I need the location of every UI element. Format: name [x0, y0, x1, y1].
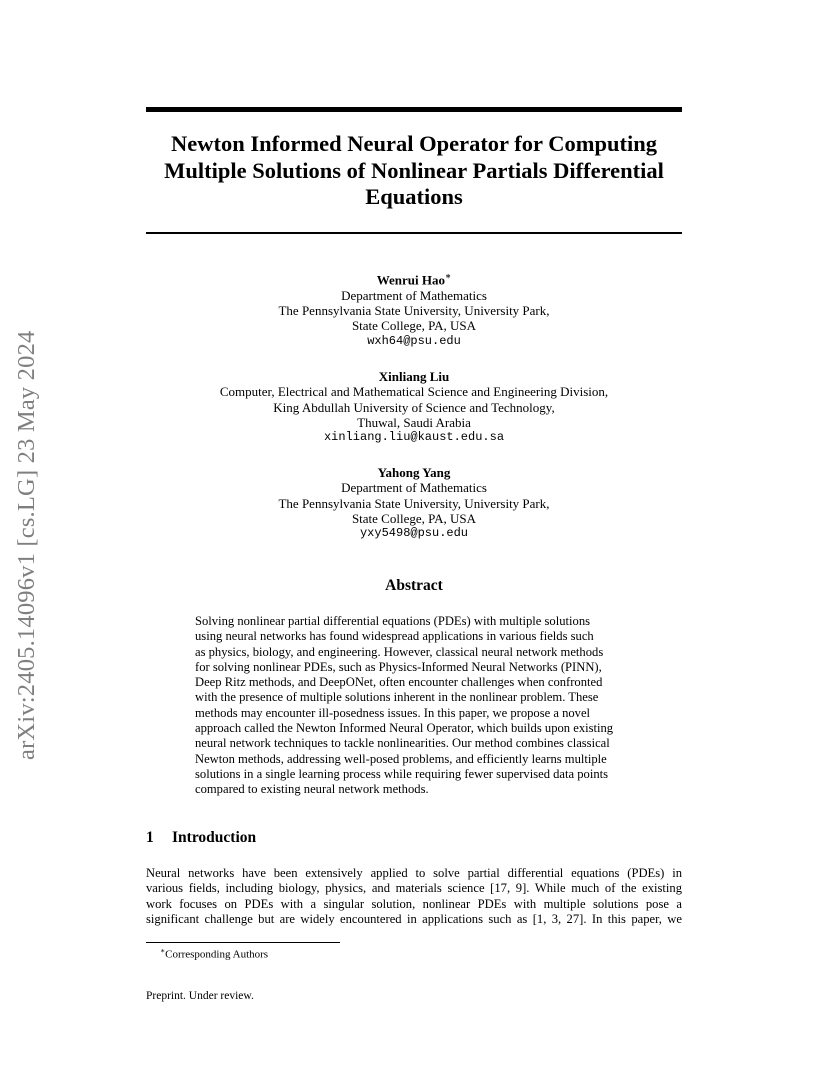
affiliation-line: Department of Mathematics [341, 287, 487, 303]
author-block [146, 269, 682, 349]
footnote-rule [146, 942, 340, 943]
body-line: various fields, including biology, physics, and materials science [17, 9]. While much of the existing [146, 881, 682, 896]
title-line: Newton Informed Neural Operator for Computing [170, 131, 657, 156]
footnote [160, 946, 268, 961]
title-line: Multiple Solutions of Nonlinear Partials Differential [164, 157, 664, 183]
affiliation-line: The Pennsylvania State University, University Park, [278, 495, 550, 511]
abstract-body [195, 614, 633, 798]
section-title: Introduction [172, 829, 257, 846]
abstract-line: compared to existing neural network methods. [195, 782, 429, 797]
affiliation-line: State College, PA, USA [351, 510, 477, 526]
affiliation-line: Thuwal, Saudi Arabia [357, 414, 471, 430]
abstract-line: Deep Ritz methods, and DeepONet, often encounter challenges when confronted [195, 675, 603, 690]
paper-title [146, 131, 682, 211]
author-name: Xinliang Liu [378, 369, 450, 384]
preprint-notice: Preprint. Under review. [146, 990, 254, 1002]
abstract-line: neural network techniques to tackle nonlinearities. Our method combines classical [195, 736, 610, 751]
abstract-line: Solving nonlinear partial differential equations (PDEs) with multiple solutions [195, 614, 591, 628]
title-bottom-rule [146, 232, 682, 234]
abstract-line: using neural networks has found widespread applications in various fields such [195, 629, 594, 644]
abstract-line: approach called the Newton Informed Neural Operator, which builds upon existing [195, 721, 614, 736]
footnote-text: Corresponding Authors [165, 948, 269, 961]
abstract-line: with the presence of multiple solutions inherent in the nonlinear problem. These [195, 690, 599, 705]
author-email: wxh64@psu.edu [367, 333, 461, 348]
section-heading-introduction [146, 829, 256, 847]
abstract-line: for solving nonlinear PDEs, such as Physics-Informed Neural Networks (PINN), [195, 659, 602, 674]
abstract-line: solutions in a single learning process while requiring fewer supervised data points [195, 766, 609, 781]
body-line: Neural networks have been extensively applied to solve partial differential equations (PDEs) in [146, 866, 682, 880]
author-block [146, 465, 682, 541]
arxiv-identifier: arXiv:2405.14096v1 [cs.LG] 23 May 2024 [13, 330, 40, 760]
author-name: Wenrui Hao∗ [376, 271, 452, 288]
abstract-line: methods may encounter ill-posedness issues. In this paper, we propose a novel [195, 705, 591, 720]
affiliation-line: King Abdullah University of Science and Technology, [273, 399, 555, 415]
title-line: Equations [365, 184, 463, 209]
body-line: significant challenge but are widely encountered in applications such as [1, 3, 27]. In this paper, we [146, 911, 682, 926]
section-number: 1 [146, 829, 154, 846]
affiliation-line: Department of Mathematics [341, 480, 487, 496]
author-name: Yahong Yang [377, 465, 451, 480]
abstract-heading: Abstract [385, 577, 443, 594]
footnote-mark: ∗ [160, 946, 166, 955]
introduction-body [146, 866, 682, 927]
author-email: yxy5498@psu.edu [359, 526, 469, 541]
author-block [146, 369, 682, 445]
abstract-line: as physics, biology, and engineering. However, classical neural network methods [195, 644, 604, 659]
body-line: work focuses on PDEs with a singular solution, nonlinear PDEs with multiple solutions pose a [146, 896, 682, 911]
author-email: xinliang.liu@kaust.edu.sa [323, 430, 505, 445]
affiliation-line: The Pennsylvania State University, University Park, [278, 302, 550, 318]
affiliation-line: State College, PA, USA [351, 318, 477, 334]
title-top-rule [146, 107, 682, 112]
author-footnote-mark: ∗ [445, 271, 452, 281]
affiliation-line: Computer, Electrical and Mathematical Science and Engineering Division, [219, 384, 609, 400]
abstract-line: Newton methods, addressing well-posed problems, and efficiently learns multiple [195, 751, 607, 766]
